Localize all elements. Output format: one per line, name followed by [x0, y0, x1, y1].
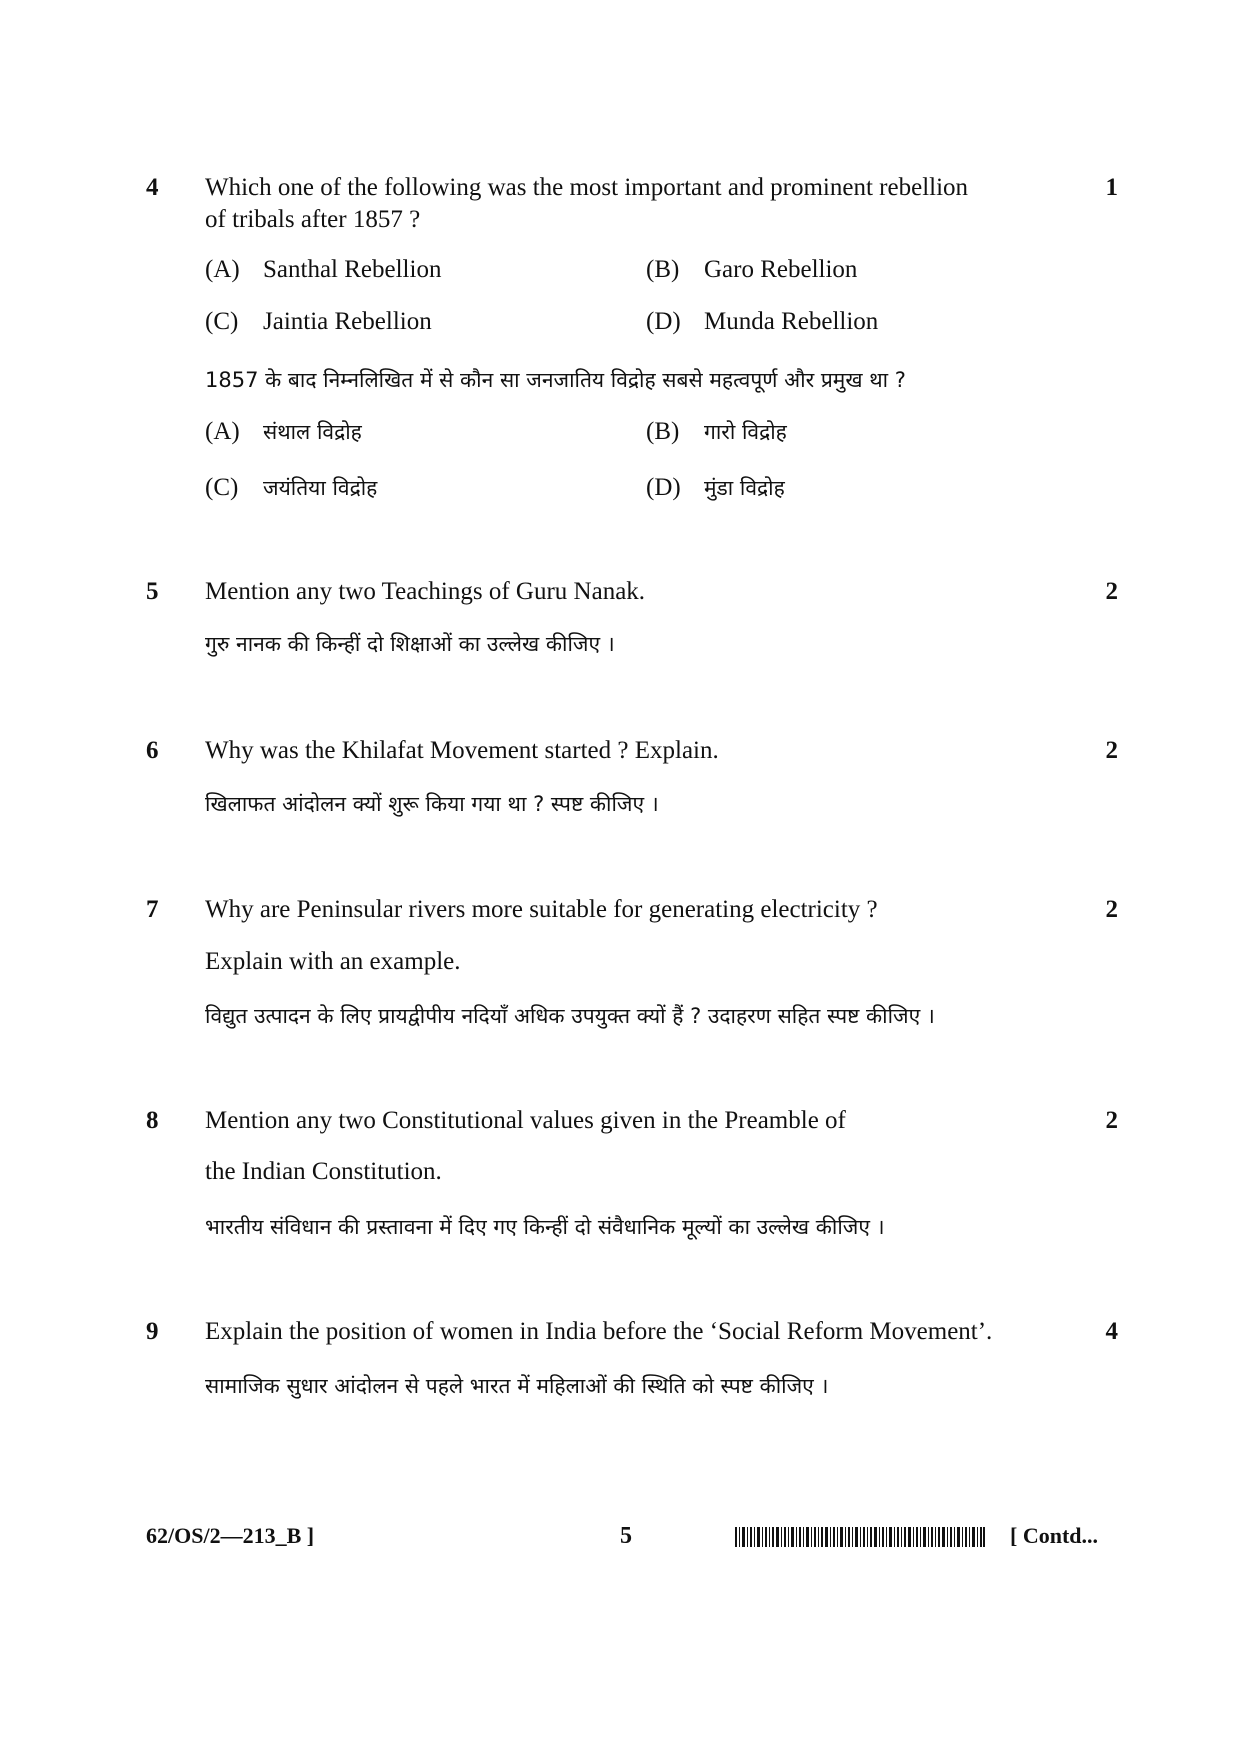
option-text: संथाल विद्रोह: [263, 420, 362, 444]
question-text-hi: गुरु नानक की किन्हीं दो शिक्षाओं का उल्लेख कीजिए ।: [205, 632, 615, 656]
option-a-en: [205, 256, 441, 284]
question-text-en: Explain the position of women in India before the ‘Social Reform Movement’.: [205, 1318, 993, 1345]
option-d-hi: [646, 474, 785, 502]
option-text: जयंतिया विद्रोह: [263, 476, 378, 500]
option-label: (C): [205, 474, 239, 501]
option-text: Santhal Rebellion: [263, 256, 442, 283]
question-text-hi: खिलाफत आंदोलन क्यों शुरू किया गया था ? स्पष्ट कीजिए ।: [205, 792, 659, 816]
option-text: Garo Rebellion: [704, 256, 858, 283]
question-text-hi: विद्युत उत्पादन के लिए प्रायद्वीपीय नदियाँ अधिक उपयुक्त क्यों हैं ? उदाहरण सहित स्पष्ट कीजिए ।: [205, 1004, 935, 1028]
barcode-icon: [735, 1527, 985, 1547]
question-number: 7: [146, 896, 159, 923]
page-number: 5: [620, 1523, 632, 1549]
question-marks: 2: [1105, 578, 1118, 605]
option-label: (D): [646, 474, 681, 501]
question-number: 4: [146, 174, 159, 201]
question-marks: 4: [1105, 1318, 1118, 1345]
paper-code: 62/OS/2—213_B ]: [146, 1523, 315, 1548]
question-number: 8: [146, 1107, 159, 1134]
option-label: (C): [205, 308, 239, 335]
option-text: Jaintia Rebellion: [263, 308, 432, 335]
option-b-en: [646, 256, 857, 284]
question-marks: 2: [1105, 1107, 1118, 1134]
option-text: मुंडा विद्रोह: [704, 476, 785, 500]
option-label: (B): [646, 256, 680, 283]
question-number: 5: [146, 578, 159, 605]
question-text-en-line2: of tribals after 1857 ?: [205, 206, 421, 233]
option-text: गारो विद्रोह: [704, 420, 787, 444]
option-label: (A): [205, 256, 240, 283]
option-d-en: [646, 308, 878, 336]
question-text-en: Mention any two Teachings of Guru Nanak.: [205, 578, 646, 605]
option-c-en: [205, 308, 432, 336]
question-marks: 2: [1105, 737, 1118, 764]
question-marks: 2: [1105, 896, 1118, 923]
option-c-hi: [205, 474, 377, 502]
option-label: (A): [205, 418, 240, 445]
question-marks: 1: [1105, 174, 1118, 201]
option-a-hi: [205, 418, 362, 446]
question-text-en-line1: Mention any two Constitutional values given in the Preamble of: [205, 1107, 846, 1134]
question-number: 9: [146, 1318, 159, 1345]
question-text-en-line1: Which one of the following was the most important and prominent rebellion: [205, 174, 969, 201]
continued-label: [ Contd...: [1010, 1523, 1099, 1548]
question-text-en-line2: the Indian Constitution.: [205, 1158, 442, 1185]
option-text: Munda Rebellion: [704, 308, 879, 335]
question-number: 6: [146, 737, 159, 764]
page-footer: [0, 1523, 1240, 1563]
question-text-hi: 1857 के बाद निम्नलिखित में से कौन सा जनजातिय विद्रोह सबसे महत्वपूर्ण और प्रमुख था ?: [205, 368, 906, 392]
option-label: (D): [646, 308, 681, 335]
question-text-en-line2: Explain with an example.: [205, 948, 461, 975]
option-label: (B): [646, 418, 680, 445]
question-text-hi: सामाजिक सुधार आंदोलन से पहले भारत में महिलाओं की स्थिति को स्पष्ट कीजिए ।: [205, 1374, 829, 1398]
option-b-hi: [646, 418, 787, 446]
question-text-hi: भारतीय संविधान की प्रस्तावना में दिए गए किन्हीं दो संवैधानिक मूल्यों का उल्लेख कीजिए ।: [205, 1215, 885, 1239]
question-text-en: Why was the Khilafat Movement started ? Explain.: [205, 737, 719, 764]
question-text-en-line1: Why are Peninsular rivers more suitable for generating electricity ?: [205, 896, 878, 923]
